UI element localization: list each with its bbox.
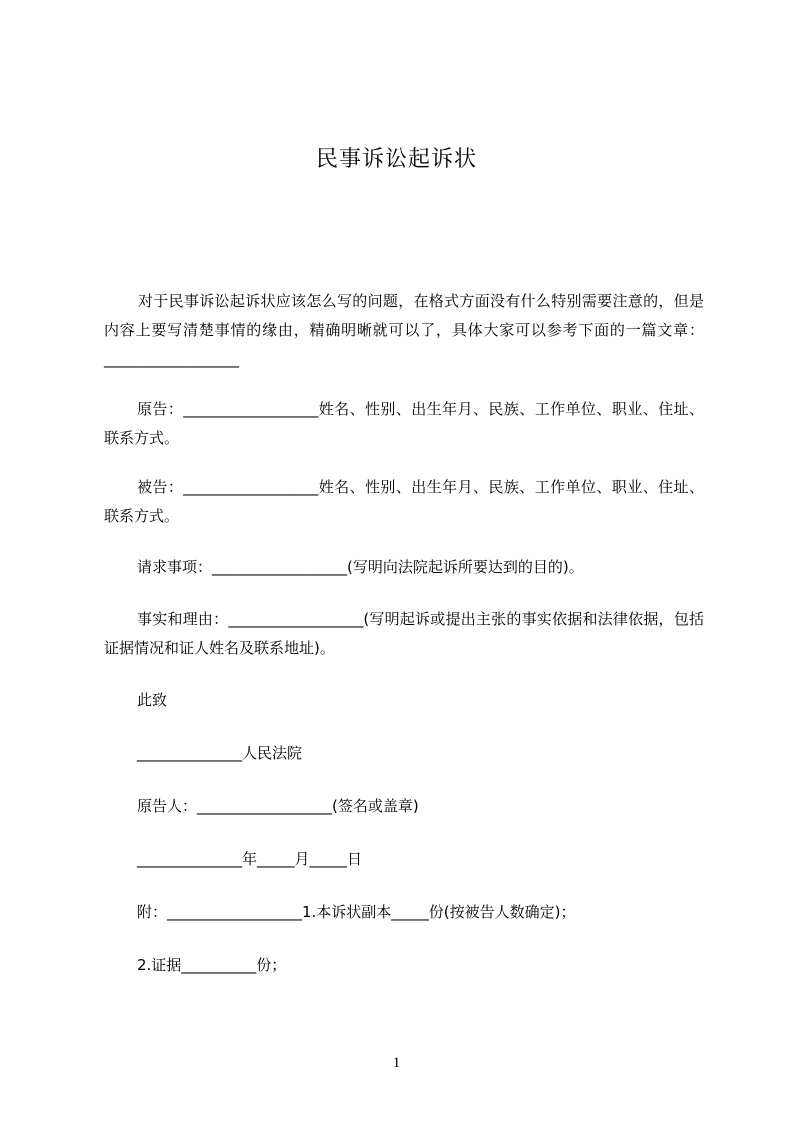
court-line: ______________人民法院 <box>137 744 303 762</box>
date-line: ______________年_____月_____日 <box>137 850 363 868</box>
document-title: 民事诉讼起诉状 <box>315 147 477 172</box>
intro-paragraph: 对于民事诉讼起诉状应该怎么写的问题，在格式方面没有什么特别需要注意的，但是内容上要写清楚事情的缘由，精确明晰就可以了，具体大家可以参考下面的一篇文章：__________________ <box>104 292 704 368</box>
page-number: 1 <box>392 1055 401 1071</box>
facts-paragraph: 事实和理由：__________________(写明起诉或提出主张的事实依据和法律依据，包括证据情况和证人姓名及联系地址)。 <box>104 610 704 657</box>
attachment-line-1: 附：__________________1.本诉状副本_____份(按被告人数确定)； <box>137 903 576 921</box>
signature-line: 原告人：__________________(签名或盖章) <box>137 797 419 815</box>
claims-paragraph: 请求事项：__________________(写明向法院起诉所要达到的目的)。 <box>137 558 584 576</box>
defendant-paragraph: 被告：__________________姓名、性别、出生年月、民族、工作单位、职业、住址、联系方式。 <box>104 478 704 525</box>
plaintiff-paragraph: 原告：__________________姓名、性别、出生年月、民族、工作单位、职业、住址、联系方式。 <box>104 400 704 447</box>
salutation-line: 此致 <box>137 691 168 709</box>
attachment-line-2: 2.证据__________份； <box>137 956 287 974</box>
